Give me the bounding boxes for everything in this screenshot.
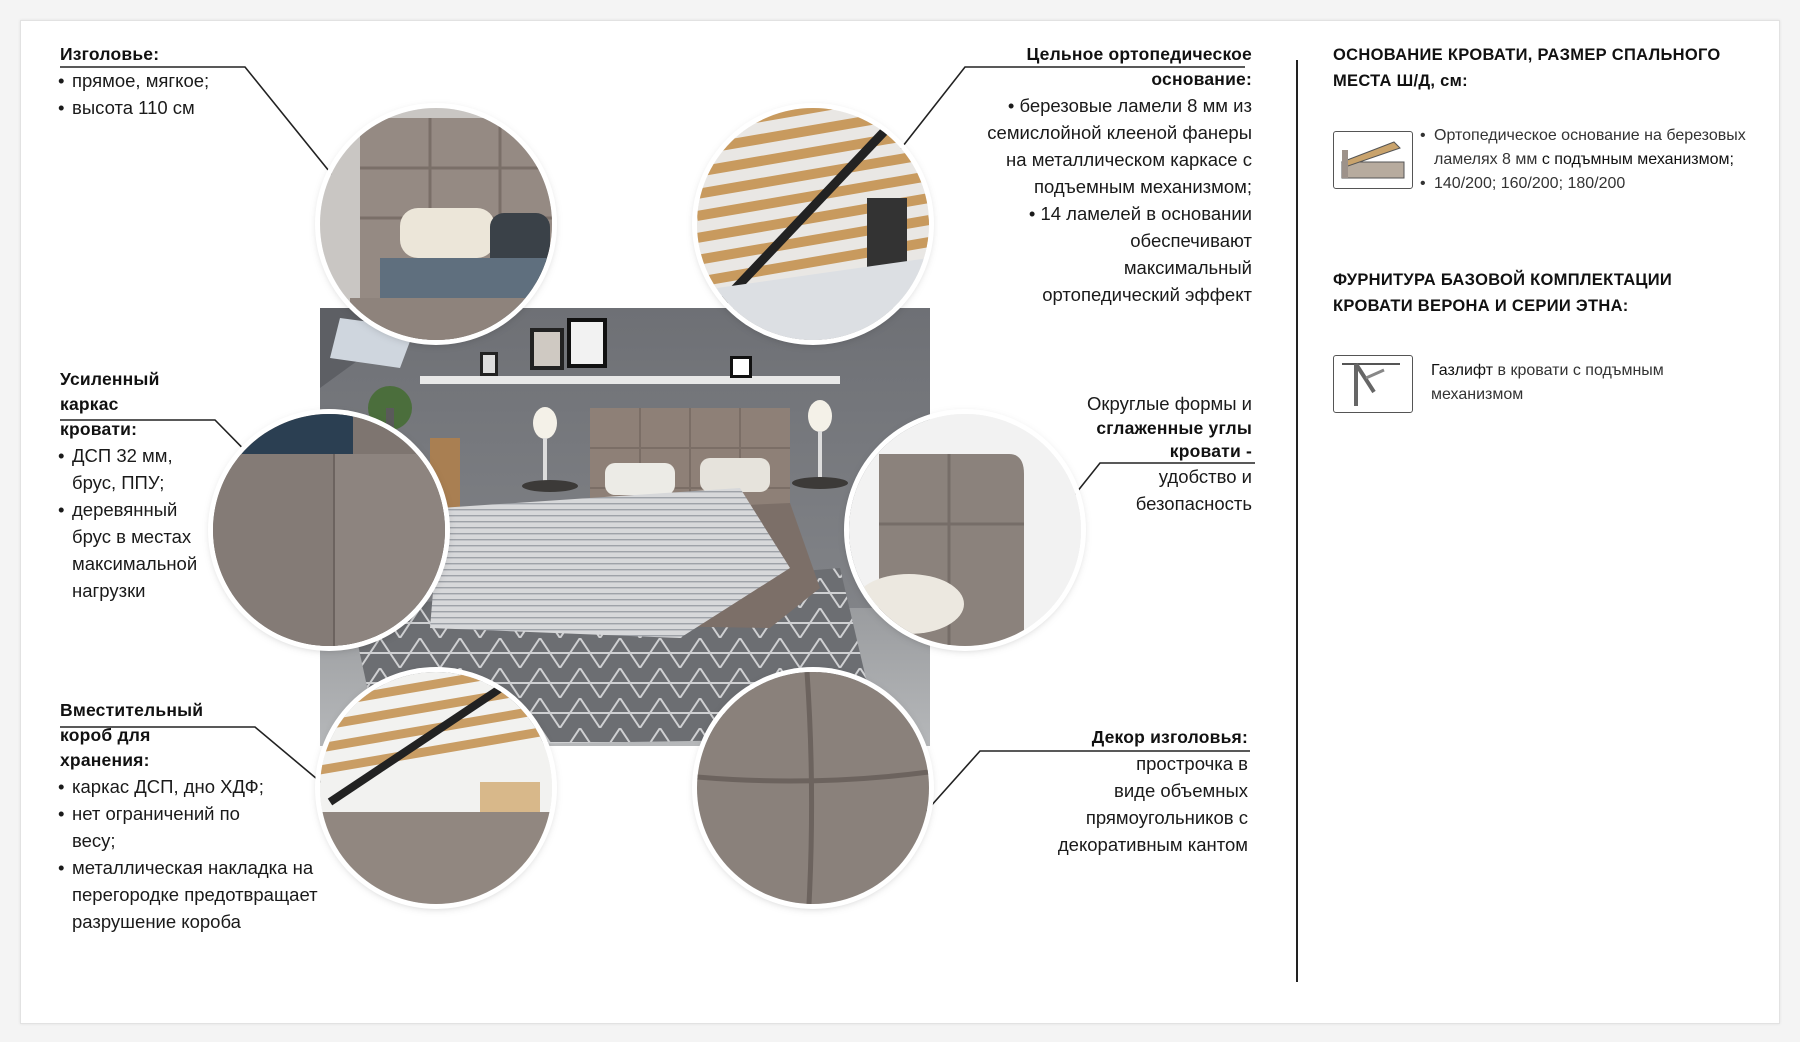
base-item-2: • 140/200; 160/200; 180/200: [1422, 172, 1782, 196]
decor-line: виде объемных: [1114, 780, 1248, 801]
ortho-line: на металлическом каркасе с: [1006, 149, 1252, 170]
frame-item-line: • ДСП 32 мм,: [72, 445, 173, 466]
base-items: [1422, 124, 1782, 196]
storage-item-line: весу;: [72, 830, 116, 851]
frame-item-line: • деревянный: [72, 499, 178, 520]
gaslift-text: механизмом: [1431, 386, 1524, 403]
base-title-line: МЕСТА Ш/Д, см:: [1333, 72, 1468, 90]
gas-lift-icon: [1333, 355, 1413, 413]
frame-title-line: Усиленный: [60, 369, 160, 389]
frame-title-line: каркас: [60, 394, 119, 414]
storage-item-line: • каркас ДСП, дно ХДФ;: [72, 776, 264, 797]
gaslift-description: [1431, 359, 1771, 407]
storage-item: [60, 854, 350, 935]
headboard-item: • прямое, мягкое;: [60, 67, 290, 94]
rounded-line: безопасность: [1135, 493, 1252, 514]
ortho-line: • березовые ламели 8 мм из: [950, 92, 1252, 119]
base-item-1: [1422, 124, 1782, 172]
decor-title: Декор изголовья:: [1091, 727, 1248, 747]
ortho-title-line: Цельное ортопедическое: [1026, 44, 1252, 64]
ortho-line: ортопедический эффект: [1042, 284, 1252, 305]
decor-block: [1020, 725, 1248, 858]
rounded-bold-line: кровати -: [1169, 441, 1252, 461]
ortho-title-line: основание:: [1151, 69, 1252, 89]
storage-item-line: • нет ограничений по: [72, 803, 240, 824]
ortho-line: обеспечивают: [1130, 230, 1252, 251]
orthopedic-base-closeup: [697, 108, 929, 340]
ortho-line: • 14 ламелей в основании: [950, 200, 1252, 227]
decor-line: прямоугольников с: [1085, 807, 1248, 828]
storage-block: [60, 698, 350, 935]
frame-item-line: максимальной: [72, 553, 198, 574]
rounded-bold-line: сглаженные углы: [1096, 418, 1252, 438]
storage-item: [60, 800, 350, 854]
ortho-line: подъемным механизмом;: [1033, 176, 1252, 197]
storage-item-line: перегородке предотвращает: [72, 884, 318, 905]
rounded-line: Округлые формы и: [1087, 393, 1252, 414]
frame-item: [60, 442, 260, 496]
storage-item: [60, 773, 350, 800]
storage-item-line: разрушение короба: [72, 911, 241, 932]
fittings-title-line: ФУРНИТУРА БАЗОВОЙ КОМПЛЕКТАЦИИ: [1333, 271, 1673, 289]
base-item-emphasis: с подъмным механизмом;: [1541, 151, 1734, 168]
base-item-line: • Ортопедическое основание на березовых: [1434, 127, 1746, 144]
frame-item-line: брус, ППУ;: [72, 472, 165, 493]
headboard-item: • высота 110 см: [60, 94, 290, 121]
base-item-line: ламелях 8 мм: [1434, 151, 1542, 168]
gaslift-text: в кровати с подъмным: [1493, 362, 1664, 379]
headboard-closeup: [320, 108, 552, 340]
fittings-title-line: КРОВАТИ ВЕРОНА И СЕРИИ ЭТНА:: [1333, 297, 1629, 315]
gaslift-name: Газлифт: [1431, 362, 1494, 379]
storage-title-line: короб для: [60, 725, 151, 745]
rounded-block: [1040, 390, 1252, 517]
ortho-block: [950, 42, 1252, 308]
bed-lift-icon: [1333, 131, 1413, 189]
storage-title-line: хранения:: [60, 750, 150, 770]
base-section-title: [1333, 42, 1773, 94]
frame-item-line: нагрузки: [72, 580, 146, 601]
headboard-title: Изголовье:: [60, 44, 160, 64]
decor-line: декоративным кантом: [1057, 834, 1248, 855]
rounded-line: удобство и: [1158, 466, 1252, 487]
base-title-line: ОСНОВАНИЕ КРОВАТИ, РАЗМЕР СПАЛЬНОГО: [1333, 46, 1721, 64]
ortho-line: максимальный: [1123, 257, 1252, 278]
frame-item-line: брус в местах: [72, 526, 192, 547]
frame-item: [60, 496, 260, 604]
headboard-block: [60, 42, 290, 121]
storage-box-closeup: [320, 672, 552, 904]
ortho-line: семислойной клееной фанеры: [987, 122, 1252, 143]
fittings-section-title: [1333, 267, 1773, 319]
storage-item-line: • металлическая накладка на: [72, 857, 314, 878]
decor-line: прострочка в: [1136, 753, 1248, 774]
storage-title-line: Вместительный: [60, 700, 204, 720]
headboard-decor-closeup: [697, 672, 929, 904]
frame-title-line: кровати:: [60, 419, 138, 439]
column-divider: [1296, 60, 1298, 982]
frame-block: [60, 367, 260, 604]
